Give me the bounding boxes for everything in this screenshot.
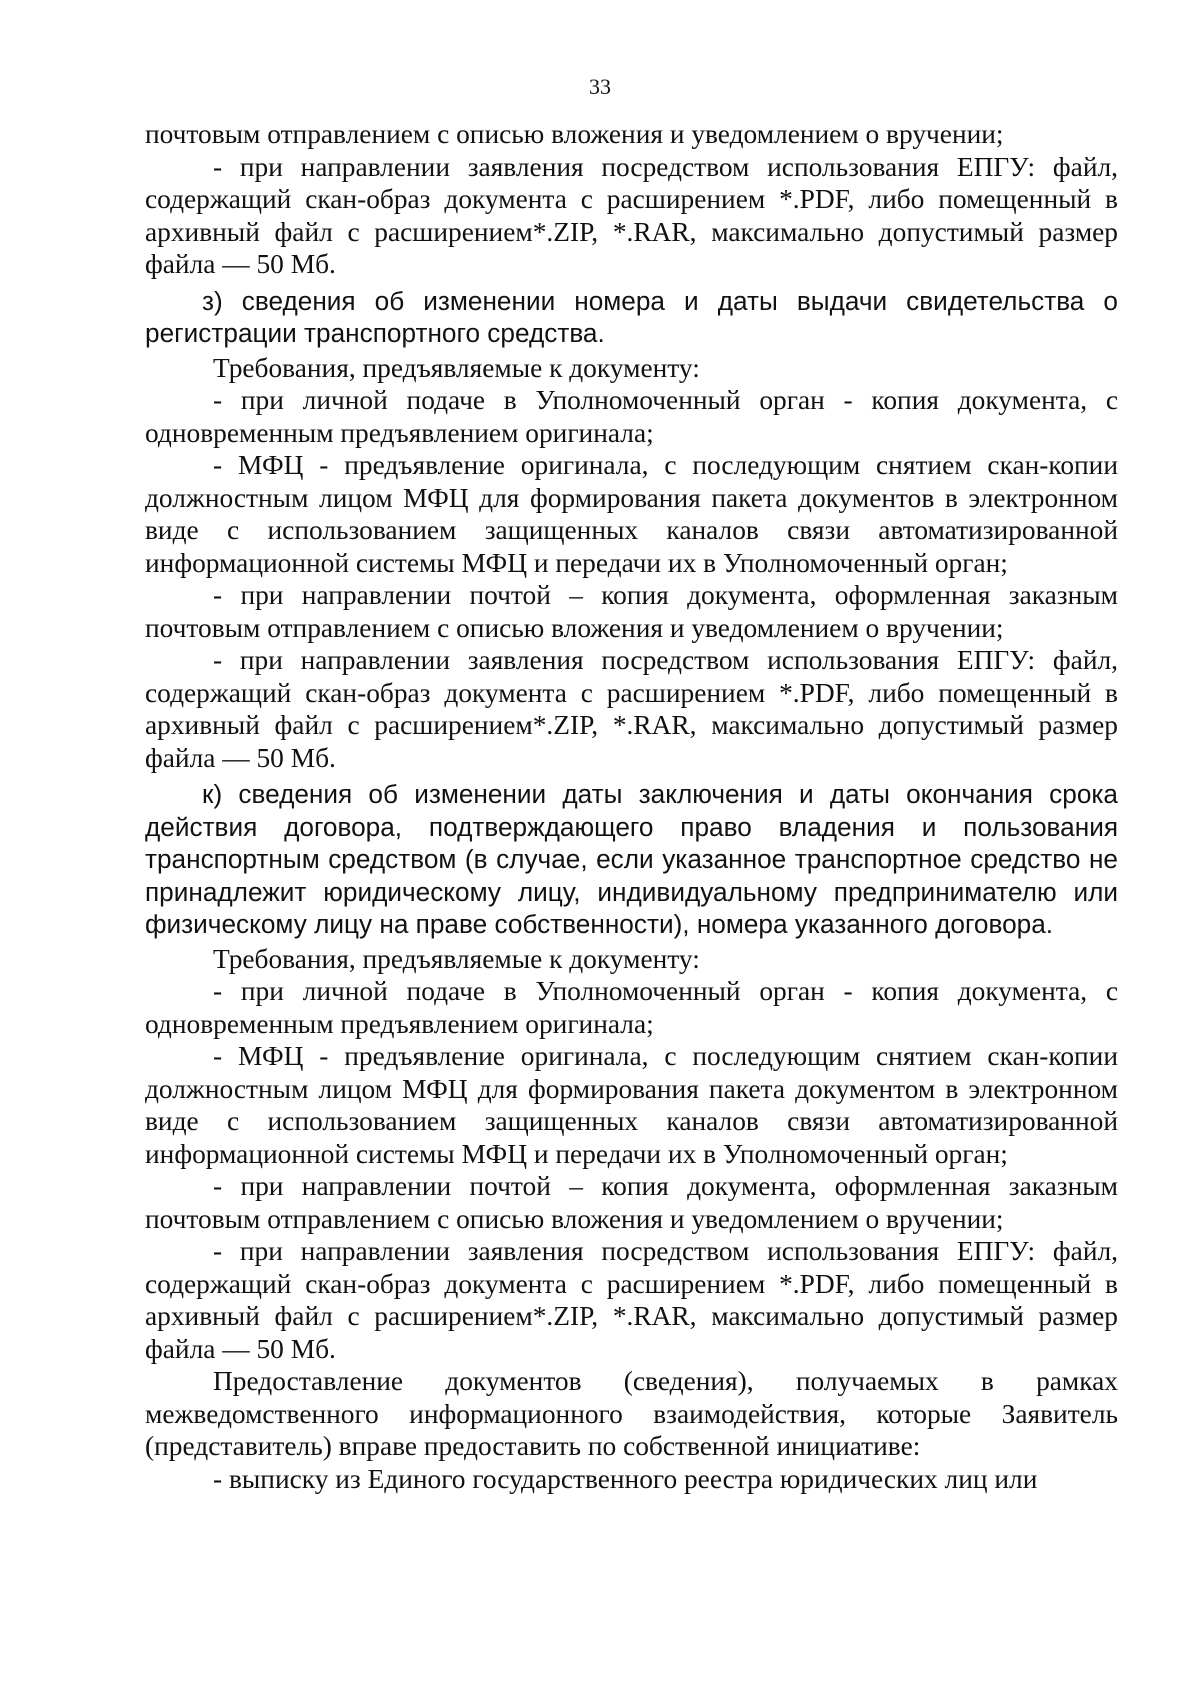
- section-heading-k: к) сведения об изменении даты заключения и даты окончания срока действия договора, подтверждающего право владения и пользования транспортным средством (в случае, если указанное транспортное средство не принадлежит юридическому лицу, индивидуальному предпринимателю или физическому лицу на праве собственности), номера указанного договора.: [145, 779, 1118, 939]
- paragraph-egrul-extract: - выписку из Единого государственного реестра юридических лиц или: [213, 1463, 1038, 1494]
- paragraph-interagency-documents: Предоставление документов (сведения), получаемых в рамках межведомственного информационного взаимодействия, которые Заявитель (представитель) вправе предоставить по собственной инициативе:: [145, 1366, 1118, 1461]
- paragraph-epgu-requirement: - при направлении заявления посредством использования ЕПГУ: файл, содержащий скан-образ документа с расширением *.PDF, либо помещенный в архивный файл с расширением*.ZIP, *.RAR, максимально допустимый размер файла — 50 Мб.: [145, 151, 1118, 279]
- page-number: 33: [589, 74, 611, 99]
- paragraph-personal-submission: - при личной подаче в Уполномоченный орган - копия документа, с одновременным предъявлением оригинала;: [145, 976, 1118, 1039]
- paragraph-mail: - при направлении почтой – копия документа, оформленная заказным почтовым отправлением с описью вложения и уведомлением о вручении;: [145, 1171, 1118, 1234]
- paragraph-mfc: - МФЦ - предъявление оригинала, с последующим снятием скан-копии должностным лицом МФЦ для формирования пакета документом в электронном виде с использованием защищенных каналов связи автоматизированной информационной системы МФЦ и передачи их в Уполномоченный орган;: [145, 1041, 1118, 1169]
- paragraph-mfc: - МФЦ - предъявление оригинала, с последующим снятием скан-копии должностным лицом МФЦ для формирования пакета документов в электронном виде с использованием защищенных каналов связи автоматизированной информационной системы МФЦ и передачи их в Уполномоченный орган;: [145, 450, 1118, 578]
- paragraph-continuation: почтовым отправлением с описью вложения и уведомлением о вручении;: [145, 119, 1004, 149]
- paragraph-mail: - при направлении почтой – копия документа, оформленная заказным почтовым отправлением с описью вложения и уведомлением о вручении;: [145, 580, 1118, 643]
- requirements-heading: Требования, предъявляемые к документу:: [213, 943, 700, 974]
- paragraph-epgu-requirement: - при направлении заявления посредством использования ЕПГУ: файл, содержащий скан-образ документа с расширением *.PDF, либо помещенный в архивный файл с расширением*.ZIP, *.RAR, максимально допустимый размер файла — 50 Мб.: [145, 1236, 1118, 1364]
- paragraph-personal-submission: - при личной подаче в Уполномоченный орган - копия документа, с одновременным предъявлением оригинала;: [145, 385, 1118, 448]
- requirements-heading: Требования, предъявляемые к документу:: [213, 352, 700, 383]
- section-heading-z: з) сведения об изменении номера и даты выдачи свидетельства о регистрации транспортного средства.: [145, 285, 1118, 348]
- document-body: [145, 118, 1118, 1495]
- paragraph-epgu-requirement: - при направлении заявления посредством использования ЕПГУ: файл, содержащий скан-образ документа с расширением *.PDF, либо помещенный в архивный файл с расширением*.ZIP, *.RAR, максимально допустимый размер файла — 50 Мб.: [145, 645, 1118, 773]
